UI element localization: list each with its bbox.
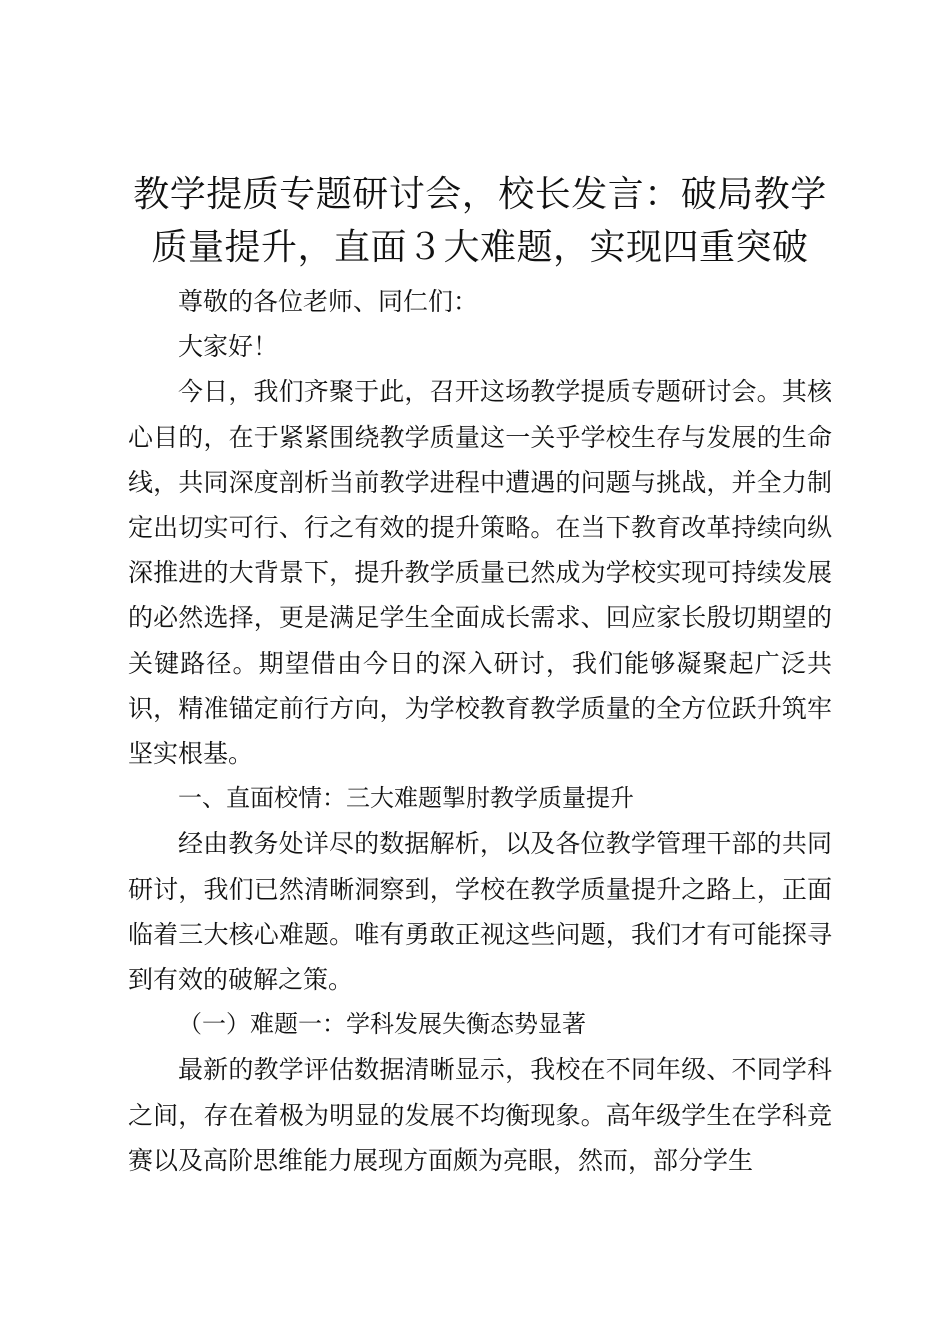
subsection-paragraph-1: 最新的教学评估数据清晰显示，我校在不同年级、不同学科之间，存在着极为明显的发展不均衡现象。高年级学生在学科竞赛以及高阶思维能力展现方面颇为亮眼，然而，部分学生 xyxy=(128,1055,832,1175)
document-page xyxy=(128,168,832,1183)
section-heading-1: 一、直面校情：三大难题掣肘教学质量提升 xyxy=(178,784,634,813)
intro-paragraph: 今日，我们齐聚于此，召开这场教学提质专题研讨会。其核心目的，在于紧紧围绕教学质量这一关乎学校生存与发展的生命线，共同深度剖析当前教学进程中遭遇的问题与挑战，并全力制定出切实可行、行之有效的提升策略。在当下教育改革持续向纵深推进的大背景下，提升教学质量已然成为学校实现可持续发展的必然选择，更是满足学生全面成长需求、回应家长殷切期望的关键路径。期望借由今日的深入研讨，我们能够凝聚起广泛共识，精准锚定前行方向，为学校教育教学质量的全方位跃升筑牢坚实根基。 xyxy=(128,377,832,769)
document-title: 教学提质专题研讨会，校长发言：破局教学质量提升，直面３大难题，实现四重突破 xyxy=(133,174,827,268)
subsection-heading-1: （一）难题一：学科发展失衡态势显著 xyxy=(178,1010,586,1039)
salutation: 尊敬的各位老师、同仁们： xyxy=(178,287,479,316)
section-paragraph-1: 经由教务处详尽的数据解析，以及各位教学管理干部的共同研讨，我们已然清晰洞察到，学校在教学质量提升之路上，正面临着三大核心难题。唯有勇敢正视这些问题，我们才有可能探寻到有效的破解之策。 xyxy=(128,829,832,995)
greeting: 大家好！ xyxy=(178,332,279,362)
